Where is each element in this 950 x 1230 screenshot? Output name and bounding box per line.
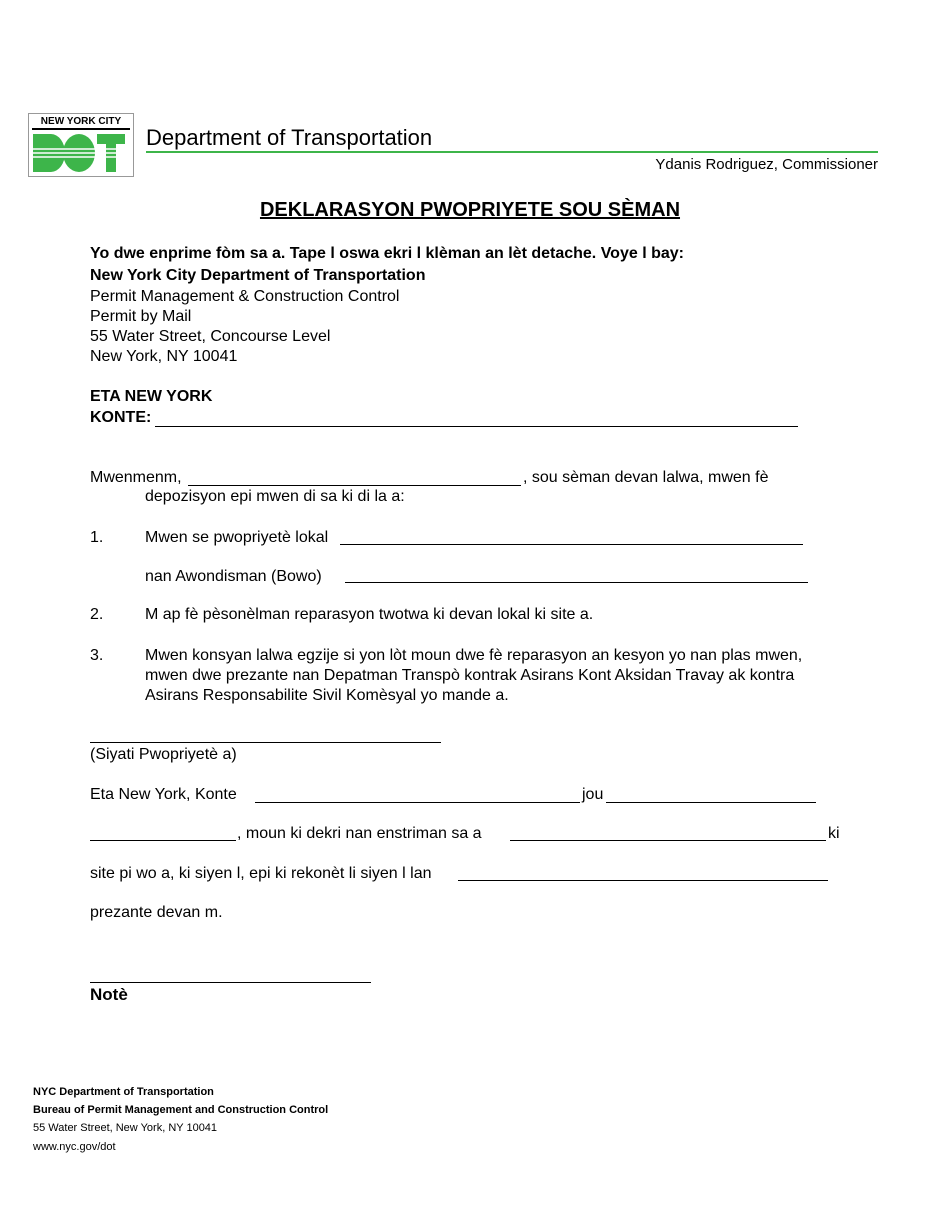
intro-text: depozisyon epi mwen di sa ki di la a: [145,488,405,505]
premises-field[interactable] [340,544,803,545]
address-line: 55 Water Street, Concourse Level [90,328,331,345]
intro-text: , sou sèman devan lalwa, mwen fè [523,469,769,486]
footer-url: www.nyc.gov/dot [33,1141,116,1153]
month-field[interactable] [90,840,236,841]
notary-text: prezante devan m. [90,904,223,921]
footer-line: 55 Water Street, New York, NY 10041 [33,1122,218,1134]
owner-signature-field[interactable] [90,742,441,743]
dot-logo-mark [29,132,129,174]
state-label: ETA NEW YORK [90,388,213,405]
day-field[interactable] [606,802,816,803]
recipient: New York City Department of Transportation [90,267,426,284]
notary-text: , moun ki dekri nan enstriman sa a [237,825,482,842]
footer-line: NYC Department of Transportation [33,1086,214,1098]
name-field[interactable] [188,485,521,486]
commissioner: Ydanis Rodriguez, Commissioner [655,156,878,173]
county-field[interactable] [155,426,798,427]
intro-text: Mwenmenm, [90,469,182,486]
notary-text: ki [828,825,840,842]
notary-label: Notè [90,985,128,1004]
county-label: KONTE: [90,409,152,426]
item-text: Mwen se pwopriyetè lokal [145,529,329,546]
signature-label: (Siyati Pwopriyetè a) [90,746,237,763]
item-text: Asirans Responsabilite Sivil Komèsyal yo mande a. [145,687,509,704]
item-text: nan Awondisman (Bowo) [145,568,322,585]
notary-county-label: Eta New York, Konte [90,786,237,803]
notary-text: site pi wo a, ki siyen l, epi ki rekonèt li siyen l lan [90,865,432,882]
address-line: Permit Management & Construction Control [90,288,400,305]
header-rule [146,151,878,153]
notary-signature-field[interactable] [90,982,371,983]
address-line: Permit by Mail [90,308,192,325]
item-number: 3. [90,647,104,664]
item-number: 1. [90,529,104,546]
acknowledged-field[interactable] [458,880,828,881]
page-title: DEKLARASYON PWOPRIYETE SOU SÈMAN [259,199,681,221]
item-number: 2. [90,606,104,623]
department-name: Department of Transportation [146,125,433,150]
item-text: Mwen konsyan lalwa egzije si yon lòt moun dwe fè reparasyon an kesyon yo nan plas mwen, [145,647,803,664]
item-text: mwen dwe prezante nan Depatman Transpò kontrak Asirans Kont Aksidan Travay ak kontra [145,667,795,684]
person-name-field[interactable] [510,840,826,841]
footer-line: Bureau of Permit Management and Construction Control [33,1104,329,1116]
day-label: jou [582,786,604,803]
borough-field[interactable] [345,582,808,583]
address-line: New York, NY 10041 [90,348,238,365]
notary-county-field[interactable] [255,802,580,803]
item-text: M ap fè pèsonèlman reparasyon twotwa ki devan lokal ki site a. [145,606,594,623]
instructions: Yo dwe enprime fòm sa a. Tape l oswa ekri l klèman an lèt detache. Voye l bay: [90,245,684,262]
dot-logo: NEW YORK CITY [28,113,134,177]
